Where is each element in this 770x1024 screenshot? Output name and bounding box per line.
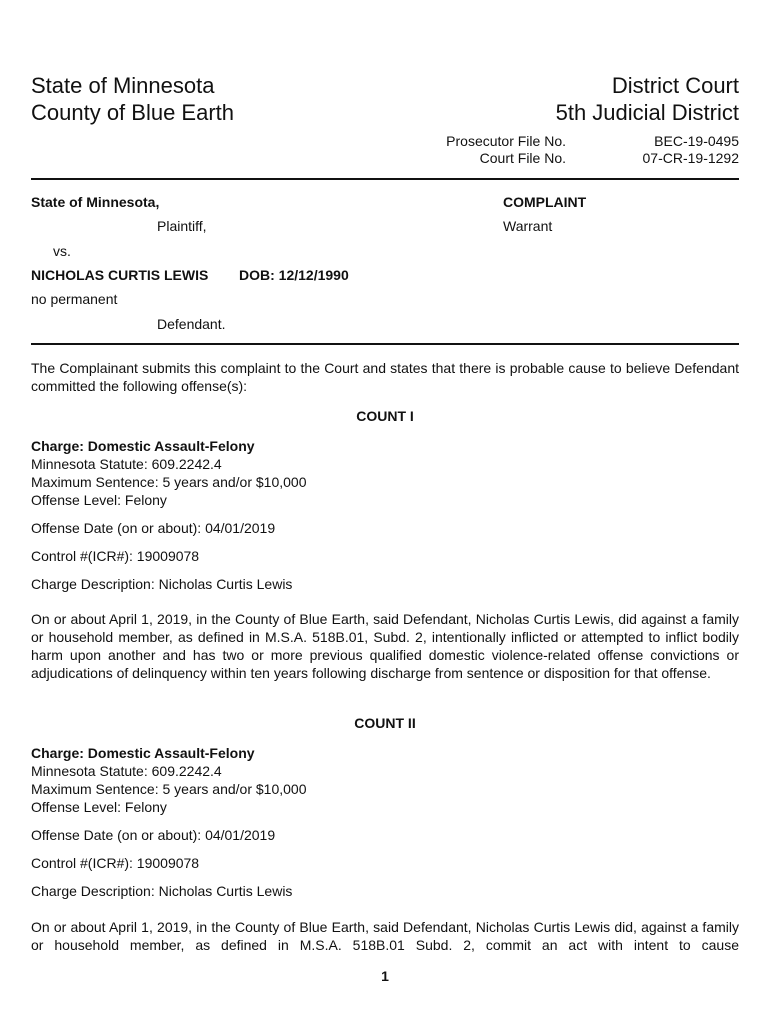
offense-level: Offense Level: Felony: [31, 492, 167, 508]
count-title: COUNT II: [354, 715, 416, 731]
defendant-dob: DOB: 12/12/1990: [239, 267, 349, 283]
caption-divider: [31, 343, 739, 345]
defendant-role: Defendant.: [157, 316, 226, 332]
prosecutor-file-number: BEC-19-0495: [654, 133, 739, 149]
defendant-address: no permanent: [31, 291, 118, 307]
charge-description: Charge Description: Nicholas Curtis Lewis: [31, 576, 293, 592]
count-title: COUNT I: [356, 408, 414, 424]
defendant-name: NICHOLAS CURTIS LEWIS: [31, 267, 209, 283]
state-name: State of Minnesota: [31, 73, 215, 98]
control-number: Control #(ICR#): 19009078: [31, 548, 200, 564]
page-number: 1: [381, 968, 389, 984]
sentence-line: Maximum Sentence: 5 years and/or $10,000: [31, 781, 307, 797]
sentence-line: Maximum Sentence: 5 years and/or $10,000: [31, 474, 307, 490]
court-file-label: Court File No.: [479, 150, 566, 166]
count-narrative: On or about April 1, 2019, in the County of Blue Earth, said Defendant, Nicholas Curtis Lewis, did against a family or household member, as defined in M.S.A. 518B.01, Subd. 2, intentionally inflicted or attempted to inflict bodily harm upon another and has two or more previous qualified domestic violence-related offense convictions or adjudications of delinquency within ten years following discharge from sentence or disposition for that offense.: [31, 611, 739, 681]
document-type: COMPLAINT: [503, 194, 587, 210]
charge-label: Charge: Domestic Assault-Felony: [31, 745, 255, 761]
prosecutor-file-label: Prosecutor File No.: [446, 133, 566, 149]
header-divider: [31, 178, 739, 180]
offense-date: Offense Date (on or about): 04/01/2019: [31, 827, 276, 843]
complaint-intro: The Complainant submits this complaint to the Court and states that there is probable cause to believe Defendant committed the following offense(s):: [31, 360, 739, 394]
plaintiff-name: State of Minnesota,: [31, 194, 160, 210]
offense-level: Offense Level: Felony: [31, 799, 167, 815]
court-name: District Court: [611, 73, 739, 98]
versus-label: vs.: [53, 243, 71, 259]
charge-description: Charge Description: Nicholas Curtis Lewis: [31, 883, 293, 899]
court-file-number: 07-CR-19-1292: [642, 150, 739, 166]
judicial-district: 5th Judicial District: [555, 100, 739, 125]
document-subtype: Warrant: [503, 218, 553, 234]
county-name: County of Blue Earth: [31, 100, 235, 125]
count-narrative: On or about April 1, 2019, in the County of Blue Earth, said Defendant, Nicholas Curtis Lewis did, against a family or household member, as defined in M.S.A. 518B.01 Subd. 2, commit an act with intent to cause: [31, 919, 739, 953]
offense-date: Offense Date (on or about): 04/01/2019: [31, 520, 276, 536]
statute-line: Minnesota Statute: 609.2242.4: [31, 763, 222, 779]
control-number: Control #(ICR#): 19009078: [31, 855, 200, 871]
charge-label: Charge: Domestic Assault-Felony: [31, 438, 255, 454]
statute-line: Minnesota Statute: 609.2242.4: [31, 456, 222, 472]
plaintiff-role: Plaintiff,: [157, 218, 207, 234]
